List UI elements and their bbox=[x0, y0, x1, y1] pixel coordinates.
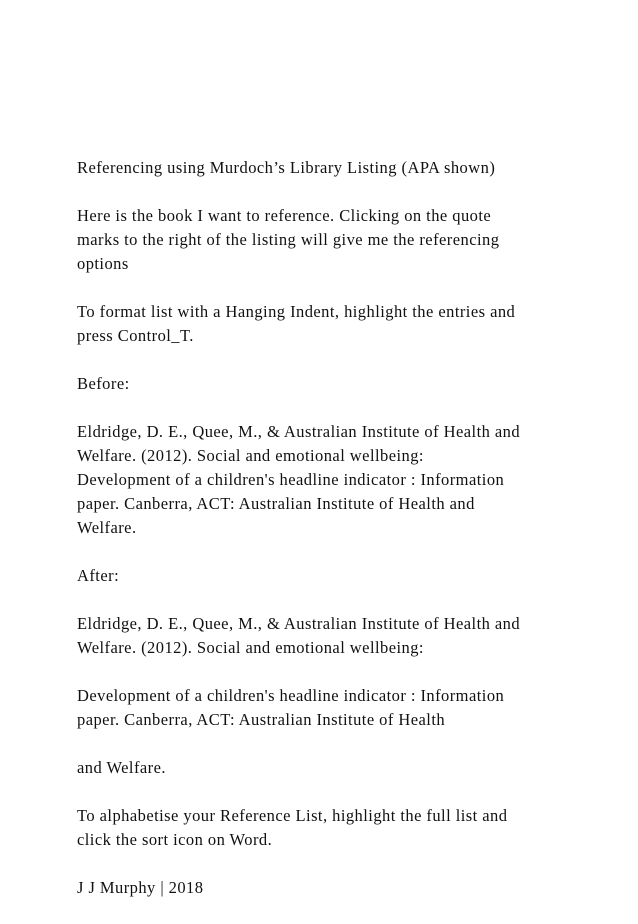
after-reference-part3 bbox=[77, 756, 597, 780]
format-instruction-paragraph bbox=[77, 300, 597, 348]
document-title bbox=[77, 156, 597, 180]
after-reference-part2 bbox=[77, 684, 597, 732]
after-reference-line: and Welfare. bbox=[77, 758, 166, 777]
sort-instruction-line: click the sort icon on Word. bbox=[77, 830, 273, 849]
after-reference-line: paper. Canberra, ACT: Australian Institute of Health bbox=[77, 710, 446, 729]
before-label-text: Before: bbox=[77, 374, 130, 393]
after-label bbox=[77, 564, 597, 588]
before-reference-line: paper. Canberra, ACT: Australian Institute of Health and bbox=[77, 494, 475, 513]
title-line: Referencing using Murdoch’s Library Listing (APA shown) bbox=[77, 158, 496, 177]
intro-line: Here is the book I want to reference. Clicking on the quote bbox=[77, 206, 492, 225]
before-reference-line: Development of a children's headline indicator : Information bbox=[77, 470, 505, 489]
sort-instruction-line: To alphabetise your Reference List, highlight the full list and bbox=[77, 806, 508, 825]
footer-credit bbox=[77, 876, 597, 900]
after-label-text: After: bbox=[77, 566, 120, 585]
after-reference-line: Welfare. (2012). Social and emotional wellbeing: bbox=[77, 638, 424, 657]
before-reference-paragraph bbox=[77, 420, 597, 540]
document-body bbox=[77, 156, 597, 924]
intro-paragraph bbox=[77, 204, 597, 276]
intro-line: marks to the right of the listing will give me the referencing bbox=[77, 230, 500, 249]
before-reference-line: Welfare. bbox=[77, 518, 137, 537]
after-reference-line: Development of a children's headline indicator : Information bbox=[77, 686, 505, 705]
footer-credit-text: J J Murphy | 2018 bbox=[77, 878, 204, 897]
after-reference-part1 bbox=[77, 612, 597, 660]
before-reference-line: Welfare. (2012). Social and emotional wellbeing: bbox=[77, 446, 424, 465]
format-instruction-line: press Control_T. bbox=[77, 326, 194, 345]
sort-instruction-paragraph bbox=[77, 804, 597, 852]
intro-line: options bbox=[77, 254, 129, 273]
before-reference-line: Eldridge, D. E., Quee, M., & Australian Institute of Health and bbox=[77, 422, 521, 441]
before-label bbox=[77, 372, 597, 396]
after-reference-line: Eldridge, D. E., Quee, M., & Australian Institute of Health and bbox=[77, 614, 521, 633]
format-instruction-line: To format list with a Hanging Indent, highlight the entries and bbox=[77, 302, 516, 321]
